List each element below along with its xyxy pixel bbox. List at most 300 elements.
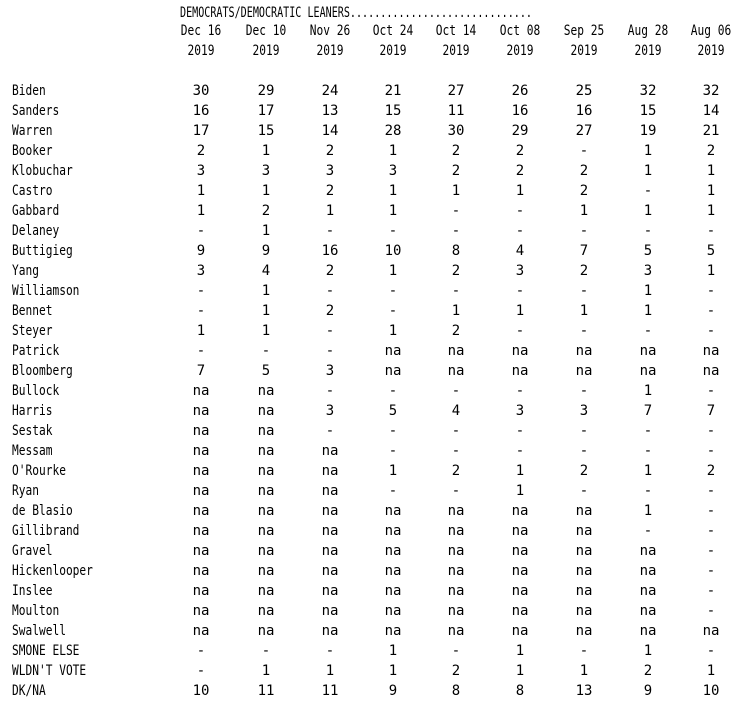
row-label: Bennet: [12, 303, 53, 319]
table-cell: 2: [325, 183, 335, 199]
table-cell: na: [257, 543, 275, 559]
table-cell: na: [447, 523, 465, 539]
table-cell: 11: [257, 683, 275, 699]
table-cell: na: [384, 623, 402, 639]
column-header-year: 2019: [379, 43, 407, 59]
table-cell: na: [447, 563, 465, 579]
table-cell: 32: [702, 83, 720, 99]
table-title: DEMOCRATS/DEMOCRATIC LEANERS..............................: [180, 5, 532, 21]
table-cell: 13: [575, 683, 593, 699]
table-cell: na: [511, 563, 529, 579]
table-cell: na: [192, 503, 210, 519]
table-cell: na: [257, 523, 275, 539]
table-cell: -: [261, 643, 271, 659]
row-label: Buttigieg: [12, 243, 73, 259]
table-cell: -: [325, 423, 335, 439]
column-header-date: Dec 10: [245, 23, 287, 39]
table-cell: -: [451, 223, 461, 239]
table-cell: 1: [261, 283, 271, 299]
table-cell: 7: [196, 363, 206, 379]
table-cell: -: [325, 643, 335, 659]
table-cell: 7: [643, 403, 653, 419]
table-row: [12, 241, 748, 261]
row-label: Bullock: [12, 383, 60, 399]
table-cell: na: [639, 583, 657, 599]
table-cell: -: [706, 503, 716, 519]
table-cell: na: [321, 523, 339, 539]
table-cell: 3: [325, 403, 335, 419]
row-label: O'Rourke: [12, 463, 66, 479]
table-row: [12, 421, 748, 441]
table-cell: 1: [261, 223, 271, 239]
table-cell: 1: [515, 303, 525, 319]
table-cell: -: [451, 423, 461, 439]
table-cell: -: [515, 383, 525, 399]
table-cell: 1: [388, 663, 398, 679]
table-cell: 32: [639, 83, 657, 99]
table-cell: 3: [325, 363, 335, 379]
table-cell: -: [388, 283, 398, 299]
table-row: [12, 561, 748, 581]
table-cell: na: [192, 423, 210, 439]
table-cell: na: [257, 403, 275, 419]
table-cell: -: [196, 303, 206, 319]
table-cell: 26: [511, 83, 529, 99]
table-cell: 1: [388, 203, 398, 219]
table-row: [12, 341, 748, 361]
table-cell: na: [384, 543, 402, 559]
table-cell: 1: [643, 283, 653, 299]
row-label: Biden: [12, 83, 46, 99]
table-cell: -: [706, 583, 716, 599]
table-cell: 1: [515, 663, 525, 679]
table-row: [12, 141, 748, 161]
table-cell: 2: [706, 143, 716, 159]
table-cell: na: [192, 463, 210, 479]
table-cell: 1: [261, 663, 271, 679]
table-cell: -: [706, 323, 716, 339]
table-cell: na: [257, 443, 275, 459]
table-cell: 11: [447, 103, 465, 119]
table-cell: 3: [261, 163, 271, 179]
table-cell: 1: [706, 163, 716, 179]
table-cell: 2: [515, 163, 525, 179]
table-cell: na: [447, 583, 465, 599]
column-header-year: 2019: [316, 43, 344, 59]
table-cell: na: [447, 623, 465, 639]
table-cell: -: [196, 283, 206, 299]
table-cell: 4: [451, 403, 461, 419]
table-cell: na: [702, 343, 720, 359]
table-cell: -: [579, 643, 589, 659]
table-cell: 1: [388, 323, 398, 339]
table-row: [12, 401, 748, 421]
table-cell: 10: [702, 683, 720, 699]
table-cell: -: [388, 483, 398, 499]
table-cell: na: [447, 603, 465, 619]
table-cell: na: [639, 543, 657, 559]
row-label: Steyer: [12, 323, 53, 339]
table-cell: 1: [196, 183, 206, 199]
table-row: [12, 121, 748, 141]
table-cell: 10: [384, 243, 402, 259]
row-label: Inslee: [12, 583, 53, 599]
row-label: Sestak: [12, 423, 53, 439]
table-cell: -: [451, 383, 461, 399]
table-cell: 1: [261, 303, 271, 319]
row-label: Swalwell: [12, 623, 66, 639]
table-cell: -: [643, 323, 653, 339]
table-cell: -: [579, 383, 589, 399]
table-cell: na: [321, 583, 339, 599]
table-cell: na: [511, 363, 529, 379]
table-cell: -: [579, 143, 589, 159]
table-cell: 5: [261, 363, 271, 379]
table-cell: -: [643, 523, 653, 539]
table-cell: 2: [451, 163, 461, 179]
table-cell: 19: [639, 123, 657, 139]
table-cell: na: [321, 563, 339, 579]
table-cell: 27: [447, 83, 465, 99]
table-cell: 2: [706, 463, 716, 479]
table-cell: 1: [643, 143, 653, 159]
column-header-year: 2019: [506, 43, 534, 59]
table-cell: na: [447, 543, 465, 559]
row-label: Harris: [12, 403, 53, 419]
table-row: [12, 161, 748, 181]
table-cell: na: [192, 603, 210, 619]
table-cell: 4: [261, 263, 271, 279]
row-label: Patrick: [12, 343, 60, 359]
table-cell: na: [192, 623, 210, 639]
table-cell: 9: [261, 243, 271, 259]
table-cell: na: [192, 583, 210, 599]
table-row: [12, 181, 748, 201]
table-cell: -: [261, 343, 271, 359]
table-cell: na: [192, 443, 210, 459]
table-cell: 3: [388, 163, 398, 179]
table-cell: 17: [257, 103, 275, 119]
table-cell: na: [575, 543, 593, 559]
table-cell: 2: [579, 463, 589, 479]
table-row: [12, 381, 748, 401]
table-cell: 16: [192, 103, 210, 119]
table-cell: 1: [261, 183, 271, 199]
table-cell: 24: [321, 83, 339, 99]
table-cell: 10: [192, 683, 210, 699]
table-cell: na: [321, 503, 339, 519]
table-row: [12, 681, 748, 701]
row-label: Delaney: [12, 223, 60, 239]
table-cell: 1: [451, 303, 461, 319]
row-label: Gabbard: [12, 203, 60, 219]
table-cell: 1: [196, 203, 206, 219]
table-cell: 1: [261, 323, 271, 339]
table-cell: na: [447, 363, 465, 379]
table-cell: 2: [261, 203, 271, 219]
table-cell: 1: [451, 183, 461, 199]
table-cell: na: [384, 563, 402, 579]
table-cell: 5: [643, 243, 653, 259]
table-cell: 2: [325, 263, 335, 279]
table-cell: 2: [451, 663, 461, 679]
table-cell: na: [575, 583, 593, 599]
table-cell: na: [384, 363, 402, 379]
table-cell: -: [515, 283, 525, 299]
table-cell: na: [257, 583, 275, 599]
table-cell: 27: [575, 123, 593, 139]
table-row: [12, 361, 748, 381]
table-cell: -: [706, 383, 716, 399]
table-cell: na: [321, 443, 339, 459]
table-cell: -: [515, 443, 525, 459]
table-cell: 14: [321, 123, 339, 139]
table-cell: -: [325, 223, 335, 239]
table-cell: 1: [643, 163, 653, 179]
table-cell: -: [196, 663, 206, 679]
row-label: Hickenlooper: [12, 563, 93, 579]
table-cell: 1: [579, 663, 589, 679]
table-cell: na: [575, 523, 593, 539]
column-header-year: 2019: [187, 43, 215, 59]
table-cell: 7: [579, 243, 589, 259]
table-cell: na: [511, 523, 529, 539]
table-cell: na: [321, 463, 339, 479]
table-cell: 9: [643, 683, 653, 699]
table-cell: na: [511, 603, 529, 619]
poll-results-table: [12, 3, 748, 713]
table-cell: 8: [515, 683, 525, 699]
table-cell: -: [515, 423, 525, 439]
row-label: Castro: [12, 183, 53, 199]
table-cell: -: [706, 283, 716, 299]
table-cell: 16: [575, 103, 593, 119]
table-cell: 2: [451, 143, 461, 159]
table-cell: -: [388, 383, 398, 399]
table-cell: 1: [706, 203, 716, 219]
table-cell: na: [702, 363, 720, 379]
column-header-year: 2019: [697, 43, 725, 59]
table-cell: -: [579, 323, 589, 339]
table-cell: 16: [321, 243, 339, 259]
table-cell: 3: [325, 163, 335, 179]
table-cell: 2: [643, 663, 653, 679]
table-cell: -: [196, 223, 206, 239]
table-cell: 1: [388, 263, 398, 279]
table-cell: 1: [643, 643, 653, 659]
table-row: [12, 641, 748, 661]
table-cell: -: [388, 423, 398, 439]
table-cell: 2: [579, 263, 589, 279]
table-cell: na: [321, 483, 339, 499]
table-cell: 1: [706, 663, 716, 679]
table-cell: 11: [321, 683, 339, 699]
table-cell: na: [257, 503, 275, 519]
table-cell: 1: [388, 463, 398, 479]
table-cell: na: [321, 603, 339, 619]
table-cell: 1: [643, 303, 653, 319]
row-label: Ryan: [12, 483, 39, 499]
row-label: SMONE ELSE: [12, 643, 80, 659]
table-cell: 1: [706, 263, 716, 279]
table-cell: 16: [511, 103, 529, 119]
table-row: [12, 81, 748, 101]
table-cell: 3: [515, 263, 525, 279]
table-cell: -: [643, 443, 653, 459]
table-cell: -: [579, 423, 589, 439]
table-cell: na: [639, 363, 657, 379]
table-row: [12, 221, 748, 241]
table-row: [12, 481, 748, 501]
table-cell: 2: [325, 303, 335, 319]
row-label: de Blasio: [12, 503, 73, 519]
table-cell: -: [388, 303, 398, 319]
table-cell: na: [447, 503, 465, 519]
table-cell: 1: [515, 643, 525, 659]
table-cell: -: [515, 203, 525, 219]
table-cell: -: [325, 323, 335, 339]
table-cell: 30: [192, 83, 210, 99]
table-cell: 21: [702, 123, 720, 139]
table-cell: -: [579, 443, 589, 459]
table-cell: -: [325, 343, 335, 359]
table-cell: na: [639, 623, 657, 639]
table-cell: 2: [451, 463, 461, 479]
table-cell: 13: [321, 103, 339, 119]
column-header-date: Dec 16: [180, 23, 222, 39]
table-cell: na: [511, 583, 529, 599]
table-cell: na: [447, 343, 465, 359]
table-cell: na: [511, 503, 529, 519]
table-cell: 3: [515, 403, 525, 419]
table-cell: -: [706, 643, 716, 659]
table-cell: -: [579, 223, 589, 239]
table-row: [12, 301, 748, 321]
table-cell: na: [192, 483, 210, 499]
table-cell: -: [388, 223, 398, 239]
table-cell: -: [196, 643, 206, 659]
table-cell: 1: [325, 203, 335, 219]
table-cell: 2: [196, 143, 206, 159]
table-cell: 3: [196, 263, 206, 279]
table-cell: 1: [579, 303, 589, 319]
table-cell: -: [706, 523, 716, 539]
table-cell: 28: [384, 123, 402, 139]
table-cell: na: [321, 543, 339, 559]
table-cell: na: [639, 343, 657, 359]
table-cell: 1: [388, 643, 398, 659]
table-cell: 1: [261, 143, 271, 159]
table-cell: na: [575, 363, 593, 379]
table-cell: 2: [579, 163, 589, 179]
row-label: Booker: [12, 143, 53, 159]
table-cell: na: [575, 623, 593, 639]
table-cell: na: [257, 563, 275, 579]
table-row: [12, 441, 748, 461]
column-header-date: Aug 28: [627, 23, 669, 39]
table-cell: 9: [196, 243, 206, 259]
table-cell: -: [325, 283, 335, 299]
table-cell: 2: [451, 263, 461, 279]
table-cell: -: [325, 383, 335, 399]
table-cell: na: [575, 343, 593, 359]
table-cell: na: [384, 503, 402, 519]
table-cell: 1: [388, 143, 398, 159]
table-cell: -: [706, 563, 716, 579]
row-label: Sanders: [12, 103, 60, 119]
table-cell: -: [706, 303, 716, 319]
row-label: Klobuchar: [12, 163, 73, 179]
table-row: [12, 601, 748, 621]
column-header-date: Sep 25: [563, 23, 605, 39]
table-cell: 1: [515, 463, 525, 479]
column-header-date: Oct 08: [499, 23, 541, 39]
table-cell: na: [511, 543, 529, 559]
table-row: [12, 201, 748, 221]
table-cell: 3: [579, 403, 589, 419]
column-header-date: Nov 26: [309, 23, 351, 39]
table-cell: 15: [384, 103, 402, 119]
table-cell: 1: [706, 183, 716, 199]
table-cell: -: [643, 223, 653, 239]
table-row: [12, 661, 748, 681]
table-cell: 8: [451, 243, 461, 259]
table-cell: -: [451, 443, 461, 459]
column-header-year: 2019: [252, 43, 280, 59]
table-cell: 5: [706, 243, 716, 259]
table-cell: 29: [511, 123, 529, 139]
table-cell: 7: [706, 403, 716, 419]
table-cell: na: [384, 583, 402, 599]
table-cell: -: [388, 443, 398, 459]
table-cell: -: [515, 323, 525, 339]
table-cell: 9: [388, 683, 398, 699]
table-cell: -: [706, 443, 716, 459]
table-cell: -: [515, 223, 525, 239]
table-cell: na: [192, 563, 210, 579]
table-cell: na: [511, 343, 529, 359]
table-cell: na: [321, 623, 339, 639]
row-label: Yang: [12, 263, 39, 279]
column-header-year: 2019: [634, 43, 662, 59]
table-row: [12, 501, 748, 521]
table-cell: -: [451, 643, 461, 659]
row-label: Gillibrand: [12, 523, 80, 539]
table-cell: na: [639, 603, 657, 619]
table-cell: na: [192, 383, 210, 399]
table-cell: 2: [515, 143, 525, 159]
table-cell: 1: [579, 203, 589, 219]
table-cell: 2: [325, 143, 335, 159]
table-cell: 1: [643, 503, 653, 519]
table-cell: 8: [451, 683, 461, 699]
row-label: Williamson: [12, 283, 80, 299]
table-cell: 2: [579, 183, 589, 199]
row-label: Moulton: [12, 603, 60, 619]
table-cell: -: [451, 283, 461, 299]
row-label: DK/NA: [12, 683, 46, 699]
table-cell: -: [706, 483, 716, 499]
table-row: [12, 461, 748, 481]
table-cell: na: [257, 483, 275, 499]
table-row: [12, 321, 748, 341]
table-cell: -: [706, 543, 716, 559]
table-cell: 3: [196, 163, 206, 179]
table-cell: na: [257, 423, 275, 439]
row-label: Warren: [12, 123, 53, 139]
table-cell: na: [192, 523, 210, 539]
table-row: [12, 101, 748, 121]
